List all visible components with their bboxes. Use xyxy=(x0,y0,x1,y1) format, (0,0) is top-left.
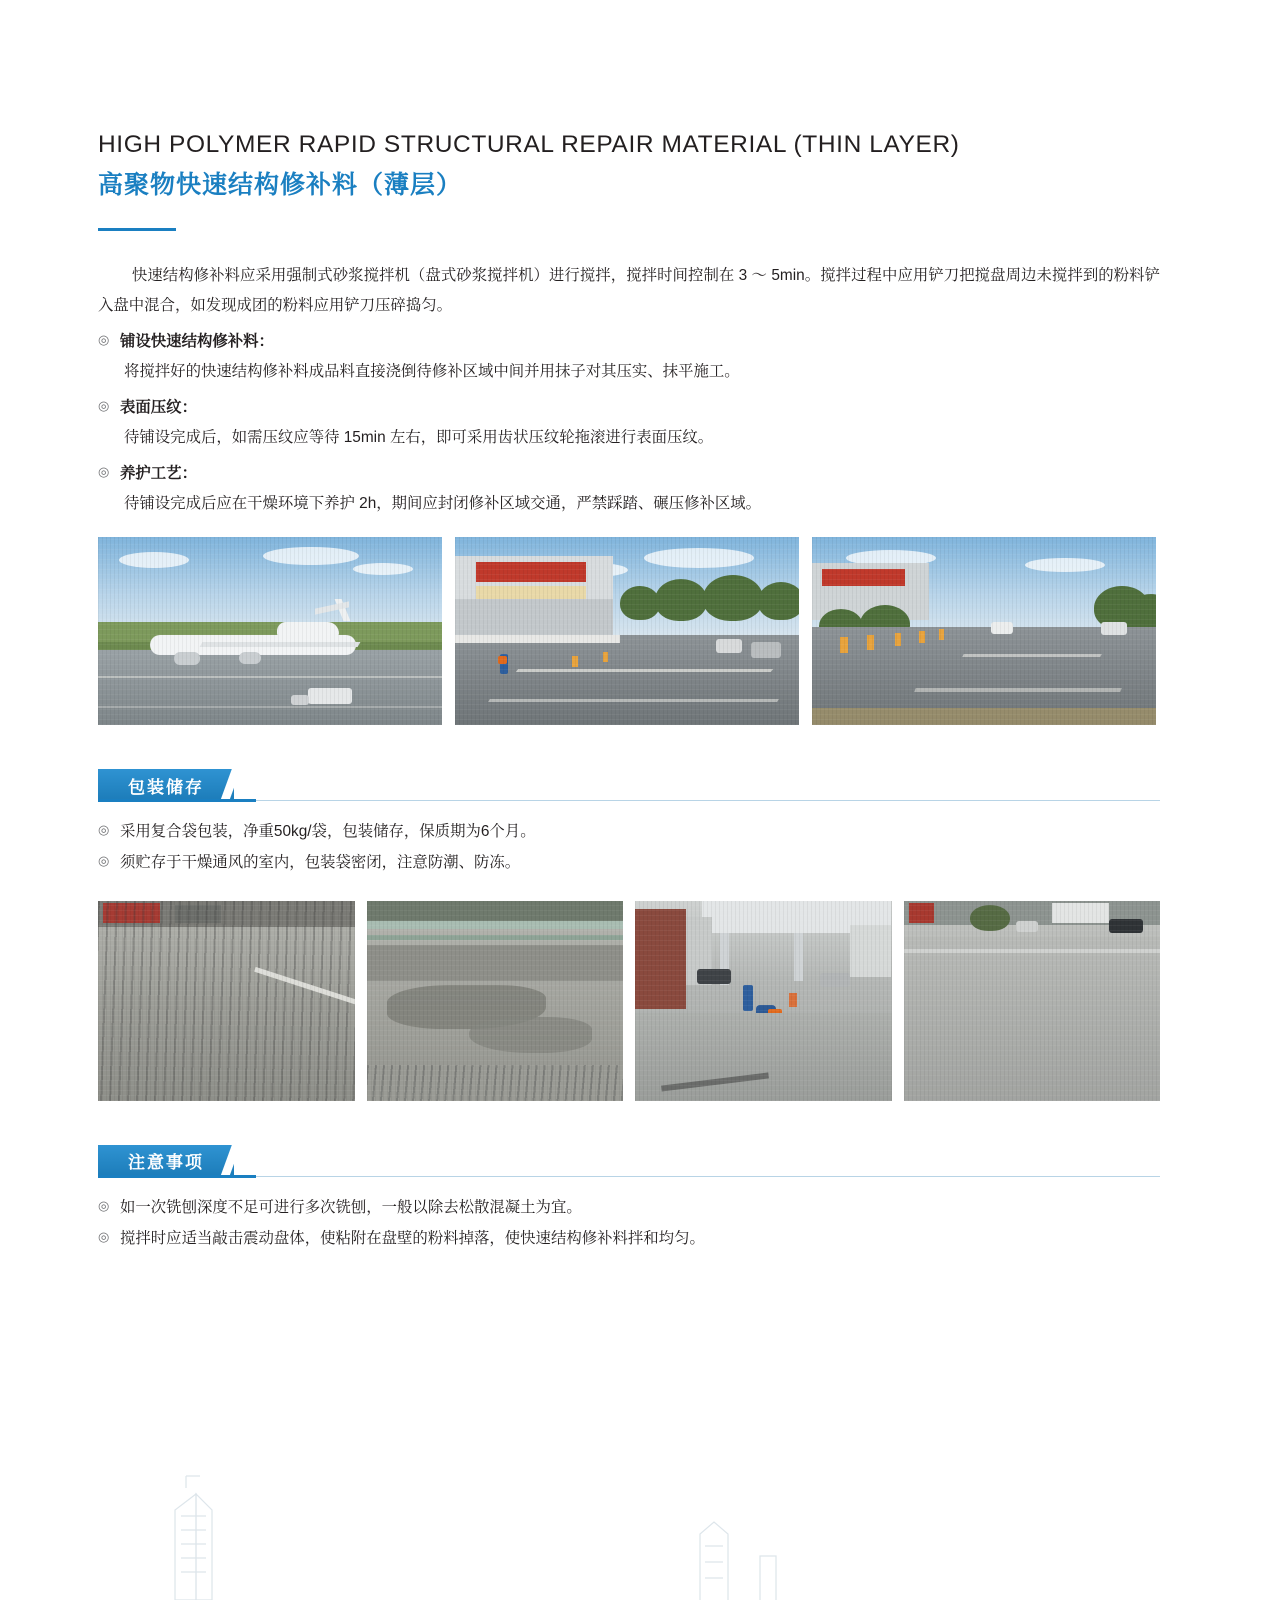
section-chip-label: 注意事项 xyxy=(98,1145,234,1177)
list-item-text: 搅拌时应适当敲击震动盘体，使粘附在盘壁的粉料掉落，使快速结构修补料拌和均匀。 xyxy=(120,1229,705,1247)
step-detail-2: 待铺设完成后，如需压纹应等待 15min 左右，即可采用齿状压纹轮拖滚进行表面压纹。 xyxy=(124,429,714,447)
step-heading-2: 表面压纹： xyxy=(120,399,197,417)
list-item-text: 如一次铣刨深度不足可进行多次铣刨，一般以除去松散混凝土为宜。 xyxy=(120,1198,582,1216)
list-item xyxy=(98,848,1160,879)
step-detail-3: 待铺设完成后应在干燥环境下养护 2h，期间应封闭修补区域交通，严禁踩踏、碾压修补区域。 xyxy=(124,495,762,513)
list-item xyxy=(98,817,1160,848)
photo-tined-concrete-surface xyxy=(98,901,355,1101)
gallery-packaging xyxy=(98,901,1160,1101)
step-item-3 xyxy=(98,459,1160,489)
intro-paragraph: 快速结构修补料应采用强制式砂浆搅拌机（盘式砂浆搅拌机）进行搅拌，搅拌时间控制在 3 ～ 5min。搅拌过程中应用铲刀把搅盘周边未搅拌到的粉料铲入盘中混合，如发现成团的粉料应用铲刀压碎捣匀。 xyxy=(98,266,1160,314)
bullet-icon: ◎ xyxy=(98,331,110,347)
list-item-text: 须贮存于干燥通风的室内，包装袋密闭，注意防潮、防冻。 xyxy=(120,853,521,871)
step-item-1 xyxy=(98,327,1160,357)
bullet-icon: ◎ xyxy=(98,852,110,868)
bullet-icon: ◎ xyxy=(98,822,110,838)
photo-street-shopfront-repaired-road xyxy=(455,537,799,725)
section-divider-rule xyxy=(98,800,1160,801)
bullet-icon: ◎ xyxy=(98,464,110,480)
precautions-list xyxy=(98,1193,1160,1255)
page-title-english: HIGH POLYMER RAPID STRUCTURAL REPAIR MATERIAL (THIN LAYER) xyxy=(98,131,960,158)
step-heading-1: 铺设快速结构修补料： xyxy=(120,332,274,350)
chip-underline xyxy=(98,799,256,802)
list-item-text: 采用复合袋包装，净重50kg/袋，包装储存，保质期为6个月。 xyxy=(120,823,536,841)
gallery-top xyxy=(98,537,1160,725)
step-heading-3: 养护工艺： xyxy=(120,465,197,483)
chip-underline xyxy=(98,1175,256,1178)
bullet-icon: ◎ xyxy=(98,398,110,414)
list-item xyxy=(98,1224,1160,1255)
section-header-packaging xyxy=(98,769,1160,803)
step-item-2 xyxy=(98,393,1160,423)
section-chip-label: 包装储存 xyxy=(98,769,234,801)
photo-urban-road-traffic-cones xyxy=(812,537,1156,725)
section-divider-rule xyxy=(98,1176,1160,1177)
photo-damaged-pavement-guardrail xyxy=(367,901,624,1101)
bullet-icon: ◎ xyxy=(98,1228,110,1244)
packaging-list xyxy=(98,817,1160,879)
page-title-chinese: 高聚物快速结构修补料（薄层） xyxy=(98,171,463,200)
section-header-precautions xyxy=(98,1145,1160,1179)
title-underline-rule xyxy=(98,228,176,231)
footer-decorative-artwork xyxy=(0,1470,1287,1600)
photo-workers-repairing-gas-station xyxy=(635,901,892,1101)
list-item xyxy=(98,1193,1160,1224)
photo-finished-smooth-repair-area xyxy=(904,901,1161,1101)
step-detail-1: 将搅拌好的快速结构修补料成品料直接浇倒待修补区域中间并用抹子对其压实、抹平施工。 xyxy=(124,362,740,380)
photo-airport-apron-aircraft xyxy=(98,537,442,725)
bullet-icon: ◎ xyxy=(98,1197,110,1213)
section-packaging-storage xyxy=(98,769,1160,1101)
section-precautions xyxy=(98,1145,1160,1255)
page-content xyxy=(98,130,1160,1254)
